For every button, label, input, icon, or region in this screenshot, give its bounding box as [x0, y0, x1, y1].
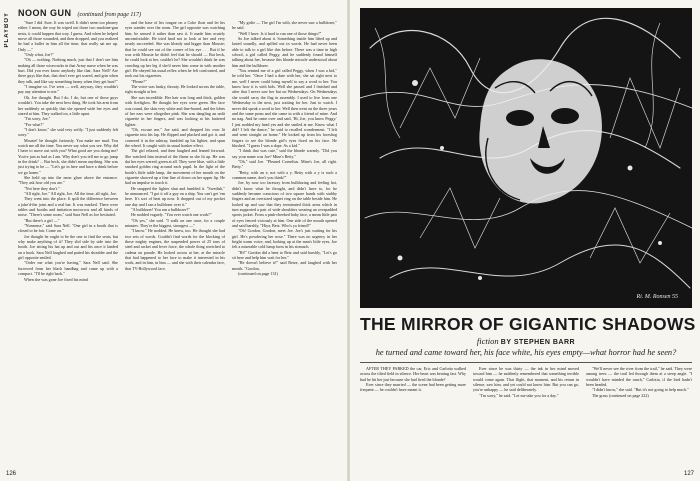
byline [360, 336, 692, 346]
story-illustration [360, 8, 692, 308]
body-paragraph: "We'll never see the river from the trail," he said. They were among trees — the trail led through them at a steep angle. "I wouldn't have minded the ranch," Carlotta, if the bird hadn't been headed. [586, 366, 692, 388]
body-paragraph: (continued on page 131) [238, 271, 278, 277]
continued-from-note: (continued from page 117) [77, 12, 141, 18]
body-paragraph: The grass (continued on page 222) [592, 392, 649, 398]
body-paragraph: Mousie! he thought furiously. You make me mad. You watch me all the time. You never say what you see. Why did I have to move out with you? What good are you doing me? You're just as bad as I am. Why don't you tell me to go jump in the drink? ... But heck, she didn't mean anything. She was just trying to be — "Let's go in here and have a drink before we go home." [18, 137, 118, 175]
body-paragraph: "I don't know," she said very softly. "I just suddenly felt sorry." [18, 126, 118, 138]
body-paragraph: "I imagine so. I've seen — well, anyway, they wouldn't pay any attention to me." [18, 84, 118, 95]
body-paragraph: "I didn't know," she said. "But it's not going to help much." [592, 387, 689, 393]
left-column-3 [232, 20, 337, 468]
body-paragraph: "Oh yes," she said. "I walk on one once, for a couple minutes. They're the biggest, strongest —" [125, 217, 225, 229]
body-paragraph: When she was gone Joe fixed his mind [24, 276, 88, 282]
magazine-side-label: PLAYBOY [4, 12, 10, 48]
right-folio: 127 [683, 471, 694, 477]
body-paragraph: She was incredible. Her hair was long and thick, golden with fireliglow. He thought her eyes were green. Her face was round, the skin very white and fine-boned, and the lobes of her ears were altogether pink. She was dangling an unlit cigarette in her fingers, and was looking at his battered lighter. [125, 94, 225, 127]
left-column-2 [125, 20, 225, 468]
body-paragraph: She held up into the neon glare above the entrance. "They ask how old you are." [18, 174, 118, 186]
body-paragraph: Joe, by now too faraway from bulldozing and feeling hot, didn't know what he thought, and didn't have to, for he suddenly became conscious of two square hands with stubby fingers and an oversized signet ring on the table beside him. He looked up and saw that they terminated thick arms which in turn supported a pair of wide shoulders wearing an overpadded sports jacket. From a pink-cheeked baby face, a mean little pair of eyes fenced viciously at him. One side of the mouth opened and said harshly, "Hiya, Betz. Who's ya friend?" [232, 180, 337, 229]
body-paragraph: "Only what, Joe?" [24, 52, 54, 58]
left-folio: 126 [6, 471, 17, 477]
body-paragraph: They went into the place. It spilt the difference between a juke'd-the joint and a real bar. It was marked. There were tables and booths and imitation moroccos and all kinds of noise. "There's some room," said Sara Nell as Joe hesitated. [18, 196, 118, 218]
body-paragraph: The voice was husky, throaty. He looked across the table, right straight at her. [125, 84, 225, 95]
story-deck: he turned and came toward her, his face white, his eyes empty—what horror had he seen? [375, 348, 677, 357]
body-paragraph: "I know." He nodded. He knew, too. He thought she had two sets of words. Couldn't find words for the blocking of those mighty engines, the suspended power of 25 tons of steel and racket and lever force, the whole thing stretched to cadena on parade. He looked across at her, at the miracle that had happened to her face to make it interested in his work, and in him, in him — and she with their calendar face, that TV-Hollywood face. [125, 228, 225, 271]
body-paragraph: Ever since he was thirty — the ink in her mind moved toward him — he suddenly remembered that something terrible would come again. That flight, that moment, and his return in silence, saw him, and yet could not know him. But you can go, you're unhappy — he said deliberately. [473, 366, 579, 393]
body-paragraph: "All right, Joe." All right, Joe. All the time, all right, Joe. [24, 191, 117, 196]
body-paragraph: "Oh," said Joe. "Pleased Cornelius. Mine's Joe, all right. Betty." [232, 158, 337, 170]
body-paragraph: Oh, Joe thought. But I do. I do, but one of those guys wouldn't. You take the next best thing. He took his arm from her suddenly as quickly that she opened wide her eyes and stared at him. They walked on, a little apart. [18, 94, 118, 116]
left-page [0, 0, 348, 481]
body-paragraph: Joe thought he ought to be the one to find the seats, but why make anything of it? They slid side by side into the booth. Joe sitting his hat up and out and his once it landed on a hook. Sara Nell laughed and patted his shoulder and the girl opposite smiled. [18, 233, 118, 261]
body-paragraph: "He doesn't believe it!" said Betze, and laughed with her mouth. "Gordon, [232, 260, 337, 271]
body-paragraph: "Please?" [131, 78, 147, 84]
body-paragraph: The girl relaxed, and then laughed and leaned forward. She watched him instead of the flame as she lit up. He was dat her eyes weren't green at all. They were blue, with a little smoked golden ring around each pupil. In the light of the booth's little table lamp, the movement of her mouth on the cigarette showed up a fine line of down on her upper lip. He had an impulse to touch it. [125, 148, 225, 186]
body-paragraph: Ever since they married — the scene had been getting more frequent — he couldn't have meant it. [360, 382, 466, 393]
byline-prefix: fiction [476, 336, 499, 346]
body-paragraph: He nodded vaguely. "You ever watch one work?" [131, 212, 212, 218]
body-paragraph: "My girlie — The girl I'm with, she never saw a bulldozer," he said. [232, 20, 337, 31]
running-head-title: NOON GUN [18, 8, 72, 18]
body-paragraph: He snapped the lighter shut and fumbled it. "Swedish," he announced. "I got it off a guy on a ship. You can't get 'em here. It's sort of beat up now. It dropped out of my pocket one day and I ran a bulldozer over it." [125, 185, 225, 207]
body-paragraph: "Betty, with an e, not with a y. Betty with a y is such a common name, don't you think?" [232, 169, 337, 180]
illustration-artwork [360, 8, 692, 308]
body-paragraph: "A bulldozer! You ran a bulldozer?" [131, 207, 190, 213]
body-paragraph: "I think that was cute," said the blonde warmly. "Did you say your name was Joe? Mine's Betty." [232, 148, 337, 159]
body-paragraph: So Joe talked about it. Something inside him lifted up and lasted soundly, and spilled out in words. He had never been able to talk to a girl like this before. There was a time in high school, a girl called Peggy, and he suddenly found himself talking about her, because this blonde miracle understood about him and the bulldozer. [232, 36, 337, 68]
deck-rule [360, 362, 692, 363]
body-paragraph: "Oh, excuse me," Joe said, and dropped his own lit cigarette into his lap. He flipped and plucked and got it, and cornered it in the ashtray, fumbled up his lighter, and spun the wheel. It caught with its usual honker effect. [125, 126, 225, 148]
body-paragraph: "Oh — nothing. Nothing much, just that I don't see him making all those wisecracks in that Army nurse when he was hurt. Did you ever know anybody like that, Sara Nell? Are there guys like that, that don't ever get scared, and grin when they talk, and like say something funny when they get hurt?" [18, 57, 118, 84]
body-paragraph: "Nonsense," said Sara Nell. "One girl in a booth that is closed to be fair. Come on." [18, 223, 118, 234]
body-paragraph: and the base of his tongue on a Coke float and let his eyes wander over the room. The girl opposite was watching him; he sensed it rather than saw it. It made him acutely uncomfortable. He tried hard not to look at her and very nearly succeeded. She was blondy and bigger than Mousie; that he could see out of the corner of his eye . . . But if he was with Mousie he didn't feel that he should — But heck, he could look at her, couldn't he? She wouldn't think he was crawling up her leg if she'd never him come in with another girl. He obeyed his usual reflex when he felt confronted, and took out his cigarettes. [125, 20, 225, 79]
body-paragraph: "I'm sorry," he said. "Let me take you for a day." [479, 392, 559, 398]
body-paragraph: "Oh! Gordon, Gordon, meet Joe. Joe's just waiting for his girl. He's powdering her nose." There was no urgency in her bright warm voice, and, looking up at the man's little eyes, Joe felt a miserable cold lump form in his stomach. [232, 228, 337, 250]
author-name: BY STEPHEN BARR [500, 339, 576, 346]
body-paragraph: "I'm sorry, Joe." [24, 116, 51, 122]
body-paragraph: "Sure I did. Sure. It was swell. It didn't seem too phoney either. I mean, the way he wiped out those two machine-gun nests, it could happen that way, I guess. And when he helped move all those wounded, and then dropped, and you realized he had a bullet in him all the time, that really sat me up. Only —" [18, 20, 118, 52]
right-column-2 [473, 366, 579, 466]
story-title: THE MIRROR OF GIGANTIC SHADOWS [360, 314, 696, 334]
body-paragraph: AFTER THEY PARKED the car, Eric and Carlotta walked across the tilted field in silence. Her heart was beating fast. Why had he hit her just because she had fired the blonde? [360, 366, 466, 382]
body-paragraph: "You remind me of a girl called Peggy, when I was a kid," he told her. "Once I had a date with her, she sat right next to me, well I never could bring myself to say a word to her. You know how it is with kids. Well she passed and I finished and after that I never saw her but on Wednesdays. On Wednesdays she would carry the flag in assembly. I used to live from one Wednesday to the next, just waiting for her. Just to watch. I never did speak a word to her. Well then went on the three years and the same prom and she came in with a friend of mine. And no nag. And he came over and said, 'Hi, Joe, you know Peggy.' I just nodded my head yes and she smiled at me. Know what I did? I left the dance," he said to recalled wonderment. "I left and went straight on home." He looked up from his foreshog fingers to see the blonde girl's eyes fixed on his face. He blushed. "I guess I was a dope. As a kid." [232, 68, 337, 148]
artist-signature: Ri. M. Ronsen 55 [636, 294, 678, 300]
right-column-3 [586, 366, 692, 466]
body-paragraph: "Order me what you're having," Sara Nell said. She furrowed from her black handbag and came up with a compact. "I'll be right back." [18, 260, 118, 277]
body-paragraph: "Well I have. Is it hard to run one of those things?" [238, 30, 322, 36]
body-paragraph: "For what?" [24, 121, 44, 127]
left-column-1 [18, 20, 118, 468]
body-paragraph: "But there's a girl —" [24, 217, 60, 223]
body-paragraph: "Not here they don't." [24, 185, 60, 191]
running-head [18, 8, 141, 18]
body-paragraph: "Hi!" Gordon did a bent to Betz and said harshly, "Let's go sit here and help him wait for her." [232, 249, 337, 261]
right-column-1 [360, 366, 466, 466]
